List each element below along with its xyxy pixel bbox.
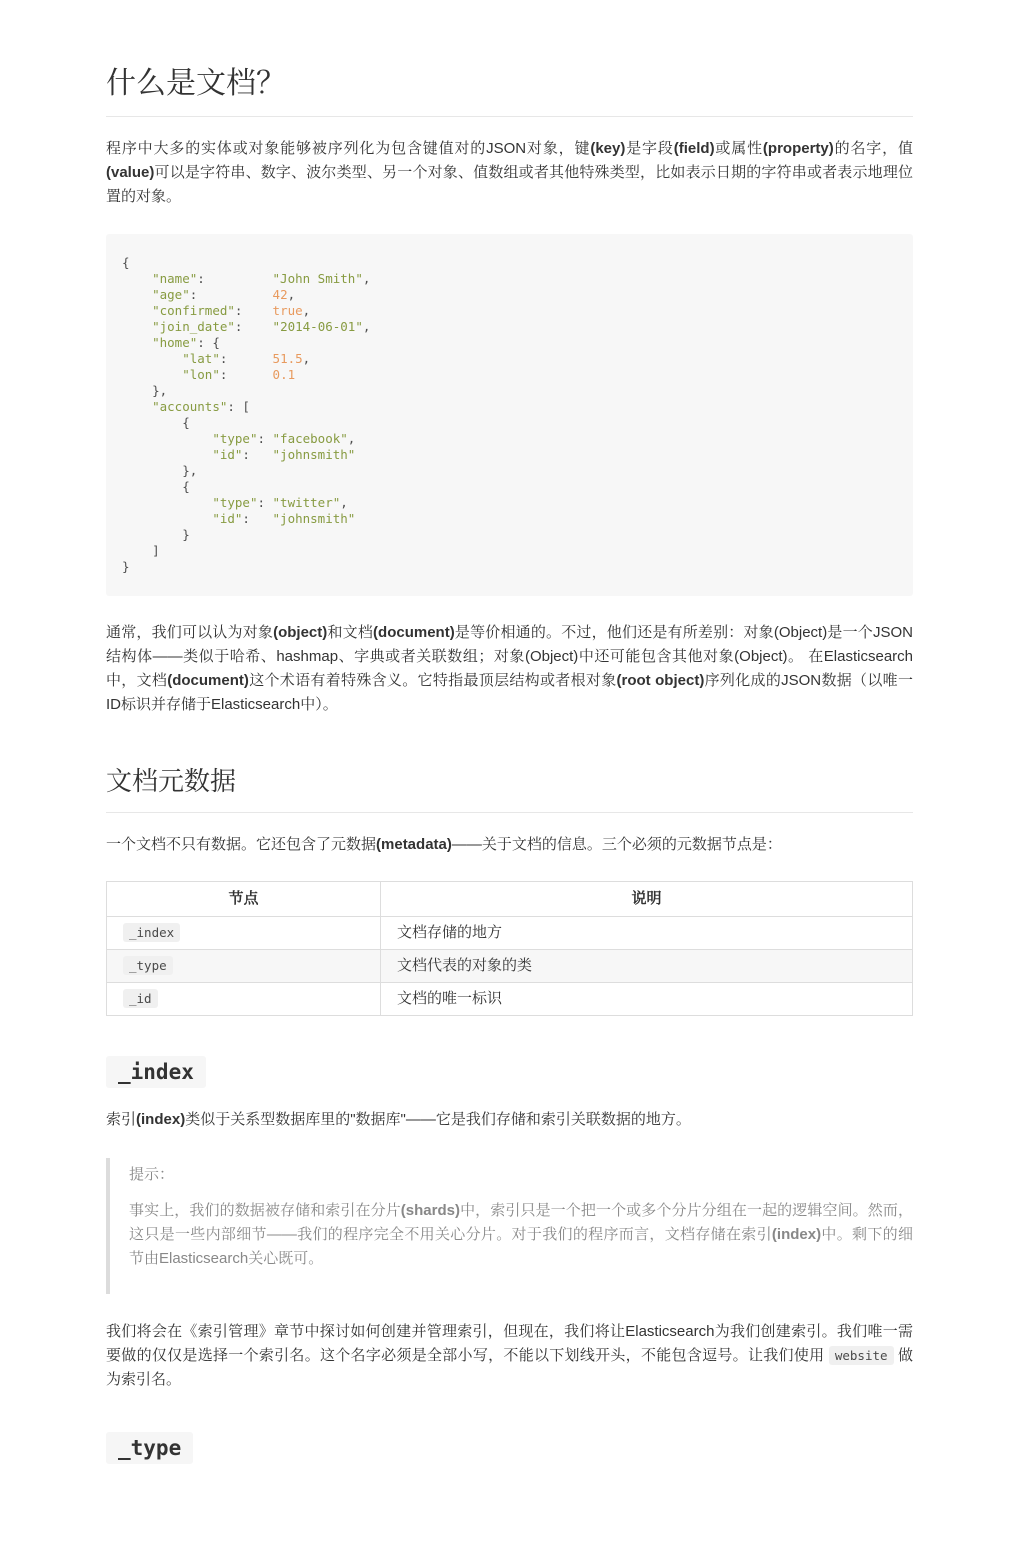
text-run: 的名字，值 [833, 140, 913, 157]
text-run: 程序中大多的实体或对象能够被序列化为包含键值对的JSON对象，键 [106, 140, 591, 157]
code-token: : [242, 447, 273, 462]
metadata-table-head [107, 882, 913, 917]
code-token: "accounts" [152, 399, 228, 414]
table-row [107, 983, 913, 1016]
metadata-node-description: 文档代表的对象的类 [381, 950, 913, 983]
code-token: "type" [212, 431, 258, 446]
code-token: 51.5 [272, 351, 303, 366]
code-token: "johnsmith" [272, 511, 356, 526]
metadata-node-description: 文档存储的地方 [381, 917, 913, 950]
code-token: } [122, 527, 190, 542]
bold-text-run: (value) [106, 164, 155, 181]
bold-text-run: (metadata) [376, 836, 452, 853]
code-token: "id" [212, 447, 243, 462]
metadata-node-description: 文档的唯一标识 [381, 983, 913, 1016]
text-run: ——关于文档的信息。三个必须的元数据节点是： [451, 836, 782, 853]
code-token: "join_date" [152, 319, 235, 334]
code-token [122, 351, 182, 366]
bold-text-run: (index) [771, 1226, 822, 1243]
code-token [122, 271, 152, 286]
code-token: : [197, 271, 205, 286]
tip-body [129, 1199, 913, 1271]
code-token [122, 303, 152, 318]
text-run: 事实上，我们的数据被存储和索引在分片 [129, 1202, 401, 1219]
section-title-metadata: 文档元数据 [106, 761, 913, 813]
table-row [107, 950, 913, 983]
text-run: 可以是字符串、数字、波尔类型、另一个对象、值数组或者其他特殊类型，比如表示日期的字符串或者表示地理位置的对象。 [106, 164, 913, 205]
code-token: "type" [212, 495, 258, 510]
table-header-cell: 节点 [107, 882, 381, 917]
code-token [227, 351, 272, 366]
text-run: 和文档 [327, 624, 374, 641]
code-token: : [ [227, 399, 250, 414]
code-token: "age" [152, 287, 190, 302]
tip-label: 提示： [129, 1166, 175, 1183]
article-content [106, 0, 913, 1554]
code-token: "id" [212, 511, 243, 526]
table-header-row [107, 882, 913, 917]
index-naming-paragraph [106, 1320, 913, 1392]
code-token [242, 319, 272, 334]
code-token [122, 431, 212, 446]
code-token: , [302, 351, 311, 366]
code-token: "John Smith" [272, 271, 363, 286]
text-run: 中，索引只是一个把一个或多个分片分组在一起的逻辑空间。然而，这只是一些内部细节——我们的程序完全不用关心分片。对于我们的程序而言，文档存储在索引 [129, 1202, 913, 1243]
inline-code: website [829, 1346, 894, 1365]
code-token [122, 287, 152, 302]
code-token: "johnsmith" [272, 447, 356, 462]
code-token: 0.1 [272, 367, 296, 382]
code-token: ] [122, 543, 160, 558]
metadata-node-cell [107, 983, 381, 1016]
bold-text-run: (index) [136, 1111, 186, 1128]
text-run: 索引 [106, 1111, 137, 1128]
bold-text-run: (document) [373, 624, 455, 641]
text-run: 中。剩下的细节由Elasticsearch关心既可。 [129, 1226, 913, 1267]
code-token: "twitter" [272, 495, 341, 510]
code-token: "name" [152, 271, 198, 286]
code-token: : [234, 319, 243, 334]
code-token: "2014-06-01" [272, 319, 363, 334]
code-token: : [189, 287, 198, 302]
text-run: 是等价相通的。不过，他们还是有所差别：对象(Object)是一个JSON结构体——类似于哈希、hashmap、字典或者关联数组；对象(Object)中还可能包含其他对象(Object)。 在Elasticsearch中，文档 [106, 624, 913, 689]
code-token [122, 335, 152, 350]
page-title: 什么是文档？ [106, 58, 913, 117]
code-token: : [242, 511, 273, 526]
code-token [122, 399, 152, 414]
bold-text-run: (document) [167, 672, 249, 689]
bold-text-run: (field) [673, 140, 715, 157]
tip-blockquote [106, 1158, 913, 1294]
object-vs-document-paragraph [106, 621, 913, 717]
code-token: }, [122, 463, 198, 478]
code-token [242, 303, 272, 318]
code-token [205, 271, 273, 286]
code-token: : [257, 431, 273, 446]
code-token [122, 447, 212, 462]
code-token: , [347, 431, 356, 446]
text-run: 或属性 [714, 140, 763, 157]
table-header-cell: 说明 [381, 882, 913, 917]
code-token: { [122, 255, 130, 270]
metadata-node-code: _type [123, 956, 173, 975]
text-run: 一个文档不只有数据。它还包含了元数据 [106, 836, 377, 853]
index-heading-code: _index [106, 1056, 206, 1088]
metadata-node-code: _id [123, 989, 158, 1008]
bold-text-run: (object) [273, 624, 328, 641]
code-token: , [362, 319, 371, 334]
code-token: "lat" [182, 351, 220, 366]
code-token: , [302, 303, 311, 318]
code-token: "lon" [182, 367, 220, 382]
metadata-node-cell [107, 917, 381, 950]
text-run: 通常，我们可以认为对象 [106, 624, 274, 641]
metadata-node-code: _index [123, 923, 180, 942]
code-token: "facebook" [272, 431, 348, 446]
bold-text-run: (shards) [400, 1202, 460, 1219]
metadata-table [106, 881, 913, 1016]
text-run: 我们将会在《索引管理》章节中探讨如何创建并管理索引，但现在，我们将让Elasticsearch为我们创建索引。我们唯一需要做的仅仅是选择一个索引名。这个名字必须是全部小写，不能以下划线开头，不能包含逗号。让我们使用 [106, 1323, 913, 1364]
table-row [107, 917, 913, 950]
metadata-node-cell [107, 950, 381, 983]
heading-type [106, 1432, 913, 1464]
text-run: 序列化成的JSON数据（以唯一ID标识并存储于Elasticsearch中）。 [106, 672, 913, 713]
code-token: : { [197, 335, 220, 350]
code-token: : [257, 495, 273, 510]
code-token: , [287, 287, 296, 302]
json-code-block [106, 234, 913, 596]
text-run: 是字段 [625, 140, 674, 157]
metadata-intro-paragraph [106, 833, 913, 857]
code-token: 42 [272, 287, 288, 302]
code-token [227, 367, 272, 382]
heading-index [106, 1056, 913, 1088]
code-token [122, 495, 212, 510]
text-run: 这个术语有着特殊含义。它特指最顶层结构或者根对象 [248, 672, 617, 689]
code-token: , [340, 495, 348, 510]
text-run: 类似于关系型数据库里的"数据库"——它是我们存储和索引关联数据的地方。 [185, 1111, 691, 1128]
code-token: { [122, 415, 190, 430]
intro-paragraph [106, 137, 913, 209]
code-token: }, [122, 383, 168, 398]
code-token: , [362, 271, 371, 286]
bold-text-run: (property) [762, 140, 834, 157]
code-token [197, 287, 272, 302]
text-run: 做为索引名。 [106, 1347, 913, 1388]
code-token [122, 319, 152, 334]
code-token [122, 367, 182, 382]
bold-text-run: (key) [590, 140, 626, 157]
code-token: true [272, 303, 303, 318]
code-token: { [122, 479, 190, 494]
index-intro-paragraph [106, 1108, 913, 1132]
code-token [122, 511, 212, 526]
code-token: : [219, 367, 228, 382]
type-heading-code: _type [106, 1432, 193, 1464]
metadata-table-body [107, 917, 913, 1016]
bold-text-run: (root object) [616, 672, 705, 689]
code-token: : [234, 303, 243, 318]
code-token: : [219, 351, 228, 366]
code-token: } [122, 559, 130, 574]
code-token: "confirmed" [152, 303, 235, 318]
code-token: "home" [152, 335, 198, 350]
